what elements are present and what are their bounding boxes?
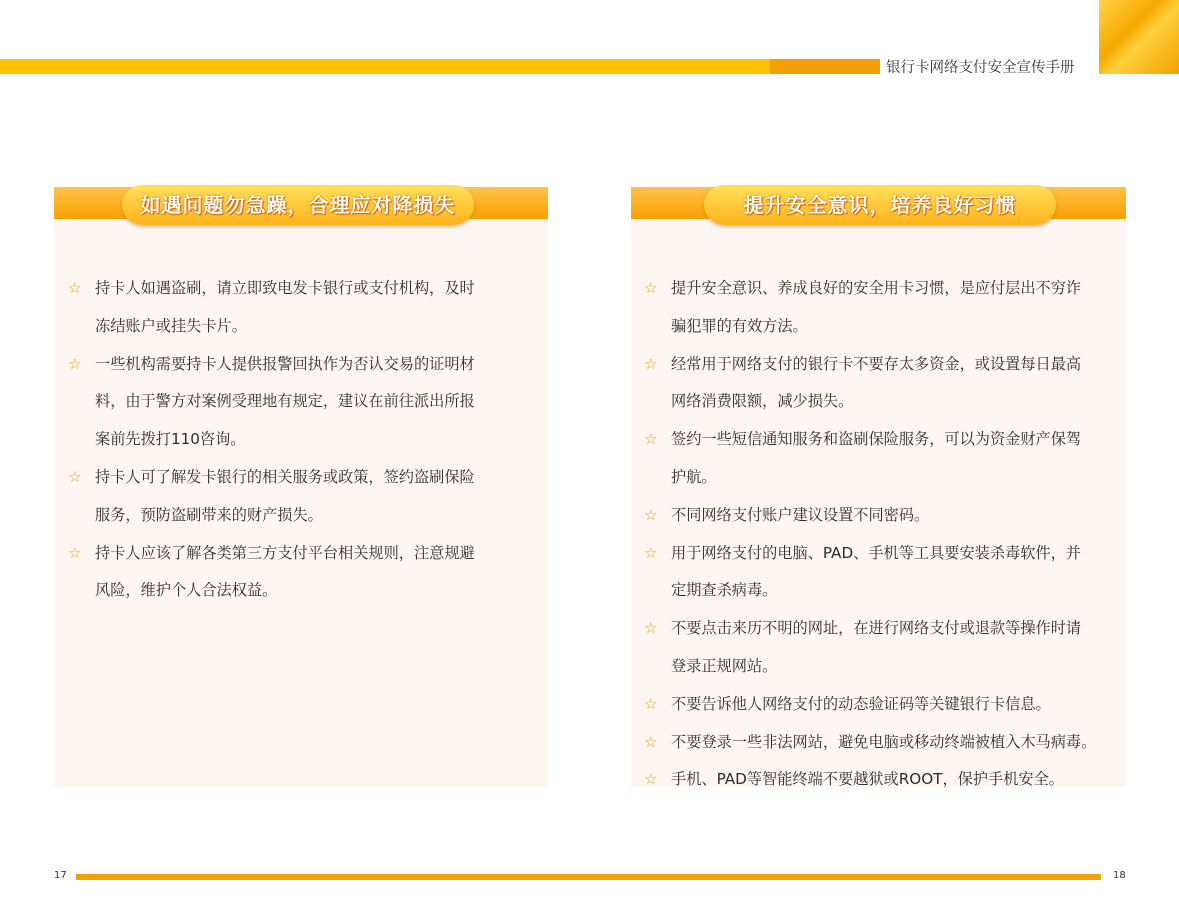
corner-decoration (1099, 0, 1179, 74)
right-section-title: 提升安全意识，培养良好习惯 (743, 193, 1017, 217)
item-line: 护航。 (671, 467, 717, 486)
header-stripe (0, 59, 770, 74)
list-item (68, 346, 538, 459)
item-line: 不同网络支付账户建议设置不同密码。 (671, 505, 930, 524)
item-line: 持卡人应该了解各类第三方支付平台相关规则，注意规避 (95, 543, 475, 562)
item-line: 骗犯罪的有效方法。 (671, 316, 808, 335)
header-stripe-accent (770, 59, 880, 74)
star-icon: ☆ (68, 543, 82, 562)
list-item (644, 270, 1119, 346)
list-item (68, 459, 538, 535)
footer-stripe (76, 874, 1101, 880)
star-icon: ☆ (644, 732, 658, 751)
left-section-title: 如遇问题勿急躁，合理应对降损失 (140, 193, 456, 217)
left-section-title-badge (122, 185, 474, 225)
item-line: 定期查杀病毒。 (671, 581, 778, 600)
star-icon: ☆ (644, 430, 658, 449)
item-line: 网络消费限额，减少损失。 (671, 392, 854, 411)
manual-title: 银行卡网络支付安全宣传手册 (886, 60, 1075, 76)
list-item (644, 686, 1119, 724)
item-line: 服务，预防盗刷带来的财产损失。 (95, 505, 323, 524)
item-line: 案前先拨打110咨询。 (95, 430, 246, 449)
right-section-title-badge (704, 185, 1056, 225)
page-number-left: 17 (54, 870, 67, 881)
list-item (68, 535, 538, 611)
list-item (644, 535, 1119, 611)
star-icon: ☆ (68, 467, 82, 486)
item-line: 用于网络支付的电脑、PAD、手机等工具要安装杀毒软件，并 (671, 543, 1081, 562)
star-icon: ☆ (644, 354, 658, 373)
item-line: 持卡人如遇盗刷，请立即致电发卡银行或支付机构，及时 (95, 279, 475, 297)
star-icon: ☆ (644, 543, 658, 562)
star-icon: ☆ (644, 770, 658, 789)
item-line: 风险，维护个人合法权益。 (95, 581, 278, 600)
item-line: 不要告诉他人网络支付的动态验证码等关键银行卡信息。 (671, 694, 1051, 713)
list-item (644, 761, 1119, 799)
star-icon: ☆ (644, 505, 658, 524)
item-line: 一些机构需要持卡人提供报警回执作为否认交易的证明材 (95, 354, 475, 373)
list-item (644, 497, 1119, 535)
page-number-right: 18 (1113, 870, 1126, 881)
star-icon: ☆ (644, 279, 658, 297)
list-item (644, 346, 1119, 422)
item-line: 不要点击来历不明的网址，在进行网络支付或退款等操作时请 (671, 619, 1082, 638)
item-line: 提升安全意识、养成良好的安全用卡习惯，是应付层出不穷诈 (671, 279, 1082, 297)
item-line: 签约一些短信通知服务和盗刷保险服务，可以为资金财产保驾 (671, 430, 1082, 449)
list-item (68, 270, 538, 346)
item-line: 冻结账户或挂失卡片。 (95, 316, 247, 335)
star-icon: ☆ (68, 279, 82, 297)
list-item (644, 610, 1119, 686)
item-line: 不要登录一些非法网站，避免电脑或移动终端被植入木马病毒。 (671, 732, 1097, 751)
list-item (644, 421, 1119, 497)
list-item (644, 724, 1119, 762)
item-line: 持卡人可了解发卡银行的相关服务或政策，签约盗刷保险 (95, 467, 475, 486)
right-tips-list (644, 270, 1119, 799)
star-icon: ☆ (644, 694, 658, 713)
item-line: 经常用于网络支付的银行卡不要存太多资金，或设置每日最高 (671, 354, 1082, 373)
left-tips-list (68, 270, 538, 610)
item-line: 料，由于警方对案例受理地有规定，建议在前往派出所报 (95, 392, 475, 411)
item-line: 手机、PAD等智能终端不要越狱或ROOT，保护手机安全。 (671, 770, 1064, 789)
star-icon: ☆ (644, 619, 658, 638)
star-icon: ☆ (68, 354, 82, 373)
item-line: 登录正规网站。 (671, 656, 778, 675)
